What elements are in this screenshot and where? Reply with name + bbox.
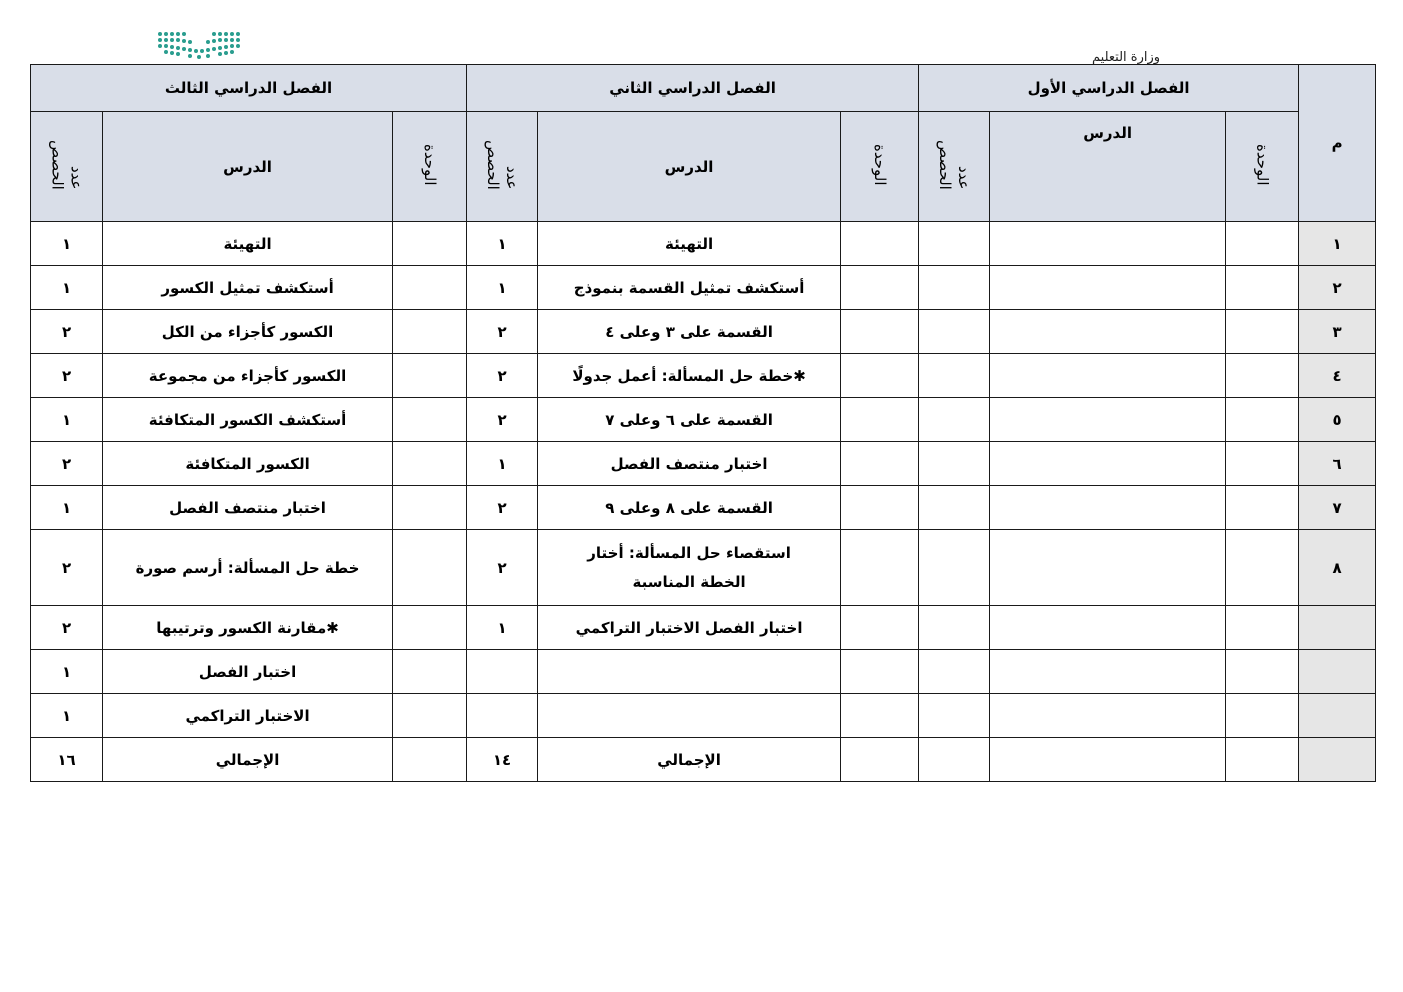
table-row xyxy=(31,606,1376,650)
table-row xyxy=(31,266,1376,310)
t2-unit-cell xyxy=(841,398,919,442)
t1-count-cell xyxy=(919,530,990,606)
t3-lesson-cell: خطة حل المسألة: أرسم صورة xyxy=(103,530,393,606)
t2-count-cell xyxy=(467,650,538,694)
t1-unit-cell xyxy=(1226,354,1299,398)
t1-lesson-cell xyxy=(990,266,1226,310)
t2-count-cell xyxy=(467,694,538,738)
table-row xyxy=(31,442,1376,486)
row-index: ٤ xyxy=(1299,354,1376,398)
t2-unit-header: الوحدة xyxy=(841,112,919,222)
table-row xyxy=(31,530,1376,606)
table-row xyxy=(31,222,1376,266)
t1-count-cell xyxy=(919,606,990,650)
t3-lesson-cell: أستكشف الكسور المتكافئة xyxy=(103,398,393,442)
t1-count-cell xyxy=(919,738,990,782)
t2-lesson-cell: القسمة على ٦ وعلى ٧ xyxy=(538,398,841,442)
index-header: م xyxy=(1299,65,1376,222)
t2-count-cell: ٢ xyxy=(467,354,538,398)
t2-count-cell: ١ xyxy=(467,442,538,486)
t1-unit-cell xyxy=(1226,310,1299,354)
t2-unit-cell xyxy=(841,694,919,738)
t3-count-cell: ٢ xyxy=(31,606,103,650)
ministry-name: وزارة التعليم xyxy=(1092,50,1161,64)
t1-unit-cell xyxy=(1226,530,1299,606)
t3-total-value: ١٦ xyxy=(31,738,103,782)
t1-count-cell xyxy=(919,442,990,486)
t2-unit-cell xyxy=(841,486,919,530)
t1-unit-header: الوحدة xyxy=(1226,112,1299,222)
t1-unit-cell xyxy=(1226,398,1299,442)
t1-count-header: عددالحصص xyxy=(919,112,990,222)
t2-unit-cell xyxy=(841,606,919,650)
t1-count-cell xyxy=(919,486,990,530)
t3-lesson-cell: الكسور كأجزاء من الكل xyxy=(103,310,393,354)
t1-count-cell xyxy=(919,310,990,354)
t3-unit-cell xyxy=(393,650,467,694)
t1-lesson-cell xyxy=(990,354,1226,398)
t1-unit-cell xyxy=(1226,650,1299,694)
t3-count-cell: ١ xyxy=(31,398,103,442)
row-index: ٦ xyxy=(1299,442,1376,486)
t1-unit-cell xyxy=(1226,606,1299,650)
t3-unit-cell xyxy=(393,694,467,738)
t3-count-cell: ١ xyxy=(31,650,103,694)
t1-count-cell xyxy=(919,354,990,398)
t1-unit-cell xyxy=(1226,738,1299,782)
t3-unit-cell xyxy=(393,738,467,782)
t3-unit-cell xyxy=(393,398,467,442)
t3-count-cell: ١ xyxy=(31,486,103,530)
row-index xyxy=(1299,650,1376,694)
t1-lesson-cell xyxy=(990,486,1226,530)
term-2-header: الفصل الدراسي الثاني xyxy=(467,65,919,112)
row-index: ١ xyxy=(1299,222,1376,266)
t1-count-cell xyxy=(919,222,990,266)
t1-lesson-cell xyxy=(990,738,1226,782)
t1-unit-cell xyxy=(1226,266,1299,310)
t2-lesson-cell xyxy=(538,650,841,694)
table-row xyxy=(31,694,1376,738)
total-row xyxy=(31,738,1376,782)
t2-count-cell: ٢ xyxy=(467,530,538,606)
t1-lesson-header: الدرس xyxy=(990,112,1226,222)
row-index xyxy=(1299,738,1376,782)
t3-count-cell: ١ xyxy=(31,694,103,738)
t1-unit-cell xyxy=(1226,222,1299,266)
t3-unit-cell xyxy=(393,266,467,310)
t2-lesson-cell: استقصاء حل المسألة: أختار الخطة المناسبة xyxy=(538,530,841,606)
t3-unit-cell xyxy=(393,310,467,354)
t2-lesson-cell: اختبار منتصف الفصل xyxy=(538,442,841,486)
row-index: ٣ xyxy=(1299,310,1376,354)
t3-lesson-cell: الكسور كأجزاء من مجموعة xyxy=(103,354,393,398)
t2-lesson-cell xyxy=(538,694,841,738)
table-row xyxy=(31,486,1376,530)
t2-unit-cell xyxy=(841,442,919,486)
t3-lesson-cell: الاختبار التراكمي xyxy=(103,694,393,738)
t1-count-cell xyxy=(919,398,990,442)
t3-unit-cell xyxy=(393,606,467,650)
t2-unit-cell xyxy=(841,222,919,266)
t1-unit-cell xyxy=(1226,442,1299,486)
term-3-header: الفصل الدراسي الثالث xyxy=(31,65,467,112)
t2-count-cell: ١ xyxy=(467,606,538,650)
t3-lesson-cell: ✱مقارنة الكسور وترتيبها xyxy=(103,606,393,650)
t2-lesson-cell: أستكشف تمثيل القسمة بنموذج xyxy=(538,266,841,310)
term-1-header: الفصل الدراسي الأول xyxy=(919,65,1299,112)
t2-count-cell: ١ xyxy=(467,222,538,266)
t1-count-cell xyxy=(919,650,990,694)
row-index: ٧ xyxy=(1299,486,1376,530)
t1-count-cell xyxy=(919,266,990,310)
t3-unit-cell xyxy=(393,486,467,530)
t2-unit-cell xyxy=(841,354,919,398)
ministry-logo-icon xyxy=(156,28,242,60)
t3-count-cell: ٢ xyxy=(31,530,103,606)
t2-count-cell: ٢ xyxy=(467,486,538,530)
curriculum-plan-table xyxy=(30,64,1376,782)
t2-unit-cell xyxy=(841,266,919,310)
t3-count-cell: ٢ xyxy=(31,354,103,398)
t3-total-label: الإجمالي xyxy=(103,738,393,782)
t3-lesson-cell: اختبار الفصل xyxy=(103,650,393,694)
t1-lesson-cell xyxy=(990,222,1226,266)
t1-lesson-cell xyxy=(990,442,1226,486)
t1-lesson-cell xyxy=(990,606,1226,650)
table-row xyxy=(31,398,1376,442)
t3-unit-cell xyxy=(393,222,467,266)
t2-lesson-cell: القسمة على ٣ وعلى ٤ xyxy=(538,310,841,354)
row-index: ٥ xyxy=(1299,398,1376,442)
t1-lesson-cell xyxy=(990,398,1226,442)
t2-count-cell: ٢ xyxy=(467,398,538,442)
t2-lesson-cell: القسمة على ٨ وعلى ٩ xyxy=(538,486,841,530)
t3-lesson-cell: التهيئة xyxy=(103,222,393,266)
t3-count-header: عددالحصص xyxy=(31,112,103,222)
t2-lesson-cell: اختبار الفصل الاختبار التراكمي xyxy=(538,606,841,650)
t2-unit-cell xyxy=(841,310,919,354)
t2-lesson-cell: التهيئة xyxy=(538,222,841,266)
t2-unit-cell xyxy=(841,530,919,606)
t1-lesson-cell xyxy=(990,694,1226,738)
t3-count-cell: ٢ xyxy=(31,442,103,486)
t1-unit-cell xyxy=(1226,486,1299,530)
t3-unit-cell xyxy=(393,530,467,606)
t3-unit-cell xyxy=(393,354,467,398)
t1-lesson-cell xyxy=(990,650,1226,694)
row-index: ٨ xyxy=(1299,530,1376,606)
t3-lesson-cell: أستكشف تمثيل الكسور xyxy=(103,266,393,310)
row-index xyxy=(1299,694,1376,738)
t3-lesson-cell: اختبار منتصف الفصل xyxy=(103,486,393,530)
t2-count-cell: ١ xyxy=(467,266,538,310)
row-index: ٢ xyxy=(1299,266,1376,310)
t3-lesson-cell: الكسور المتكافئة xyxy=(103,442,393,486)
row-index xyxy=(1299,606,1376,650)
t2-unit-cell xyxy=(841,738,919,782)
t1-lesson-cell xyxy=(990,530,1226,606)
t1-count-cell xyxy=(919,694,990,738)
t3-unit-header: الوحدة xyxy=(393,112,467,222)
t2-lesson-header: الدرس xyxy=(538,112,841,222)
t2-count-header: عددالحصص xyxy=(467,112,538,222)
table-row xyxy=(31,354,1376,398)
t2-total-label: الإجمالي xyxy=(538,738,841,782)
t2-total-value: ١٤ xyxy=(467,738,538,782)
table-row xyxy=(31,650,1376,694)
t1-unit-cell xyxy=(1226,694,1299,738)
t2-unit-cell xyxy=(841,650,919,694)
t3-count-cell: ١ xyxy=(31,222,103,266)
t2-count-cell: ٢ xyxy=(467,310,538,354)
t1-lesson-cell xyxy=(990,310,1226,354)
table-row xyxy=(31,310,1376,354)
t3-count-cell: ١ xyxy=(31,266,103,310)
t3-lesson-header: الدرس xyxy=(103,112,393,222)
t2-lesson-cell: ✱خطة حل المسألة: أعمل جدولًا xyxy=(538,354,841,398)
t3-count-cell: ٢ xyxy=(31,310,103,354)
t3-unit-cell xyxy=(393,442,467,486)
